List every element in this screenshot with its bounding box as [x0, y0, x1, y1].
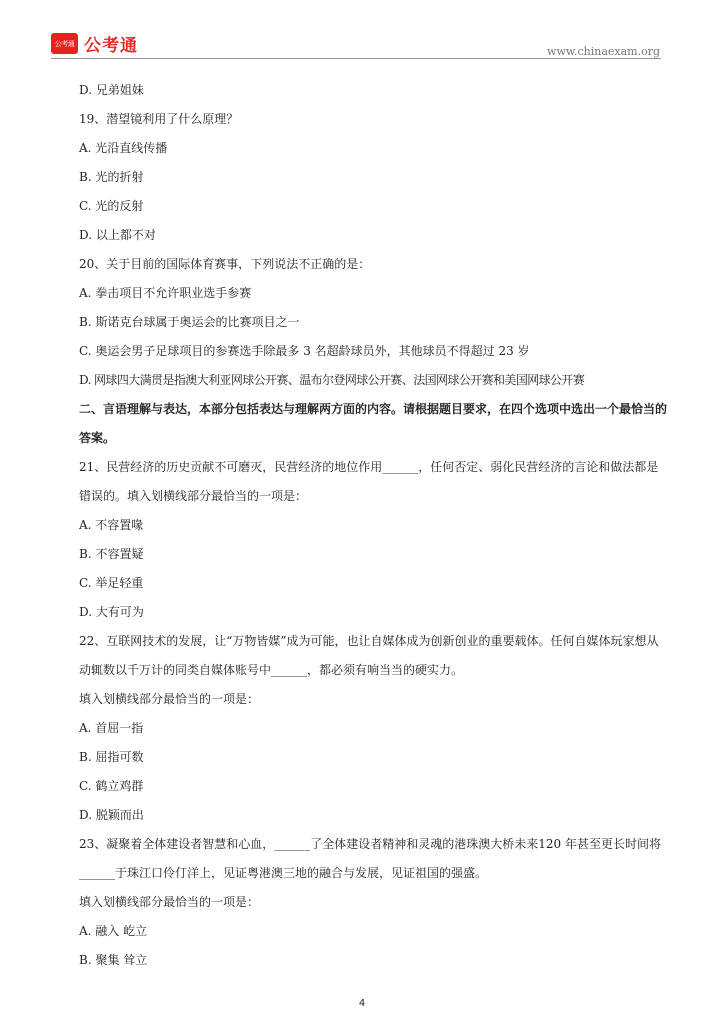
option-22c: C. 鹤立鸡群 [79, 779, 144, 793]
question-22-prompt: 填入划横线部分最恰当的一项是： [79, 692, 260, 706]
question-21: 21、民营经济的历史贡献不可磨灭，民营经济的地位作用______，任何否定、弱化民营经济的言论和做法都是错误的。填入划横线部分最恰当的一项是： [79, 460, 659, 503]
section-heading: 二、言语理解与表达，本部分包括表达与理解两方面的内容。请根据题目要求，在四个选项中选出一个最恰当的答案。 [79, 402, 668, 445]
option-19d: D. 以上都不对 [79, 228, 156, 242]
logo-text: 公考通 [84, 36, 138, 56]
option-22d: D. 脱颖而出 [79, 808, 144, 822]
option-19c: C. 光的反射 [79, 199, 144, 213]
option-21b: B. 不容置疑 [79, 547, 144, 561]
option-22a: A. 首屈一指 [79, 721, 144, 735]
option-20d: D. 网球四大满贯是指澳大利亚网球公开赛、温布尔登网球公开赛、法国网球公开赛和美国网球公开赛 [79, 373, 585, 387]
logo [51, 31, 138, 56]
logo-badge: 公考通 [51, 33, 78, 54]
option-21d: D. 大有可为 [79, 605, 144, 619]
question-19: 19、潜望镜利用了什么原理？ [79, 112, 239, 126]
option-20a: A. 拳击项目不允许职业选手参赛 [79, 286, 252, 300]
site-url: www.chinaexam.org [547, 45, 660, 58]
question-20: 20、关于目前的国际体育赛事，下列说法不正确的是： [79, 257, 371, 271]
question-22: 22、互联网技术的发展，让“万物皆媒”成为可能，也让自媒体成为创新创业的重要载体。任何自媒体玩家想从动辄数以千万计的同类自媒体账号中______，都必须有响当当的硬实力。 [79, 634, 659, 677]
option-20c: C. 奥运会男子足球项目的参赛选手除最多 3 名超龄球员外，其他球员不得超过 23 岁 [79, 344, 530, 358]
question-23-prompt: 填入划横线部分最恰当的一项是： [79, 895, 260, 909]
option-23a: A. 融入 屹立 [79, 924, 148, 938]
option-18d: D. 兄弟姐妹 [79, 83, 144, 97]
option-19a: A. 光沿直线传播 [79, 141, 168, 155]
header-divider [51, 58, 661, 59]
page-number: 4 [358, 998, 366, 1009]
option-22b: B. 屈指可数 [79, 750, 144, 764]
option-23b: B. 聚集 耸立 [79, 953, 148, 967]
page-header [0, 0, 724, 60]
option-20b: B. 斯诺克台球属于奥运会的比赛项目之一 [79, 315, 300, 329]
option-19b: B. 光的折射 [79, 170, 144, 184]
question-23: 23、凝聚着全体建设者智慧和心血，______了全体建设者精神和灵魂的港珠澳大桥未来120 年甚至更长时间将______于珠江口伶仃洋上，见证粤港澳三地的融合与发展，见证祖国的强盛。 [79, 837, 661, 880]
option-21a: A. 不容置喙 [79, 518, 144, 532]
option-21c: C. 举足轻重 [79, 576, 144, 590]
document-body [79, 76, 669, 975]
